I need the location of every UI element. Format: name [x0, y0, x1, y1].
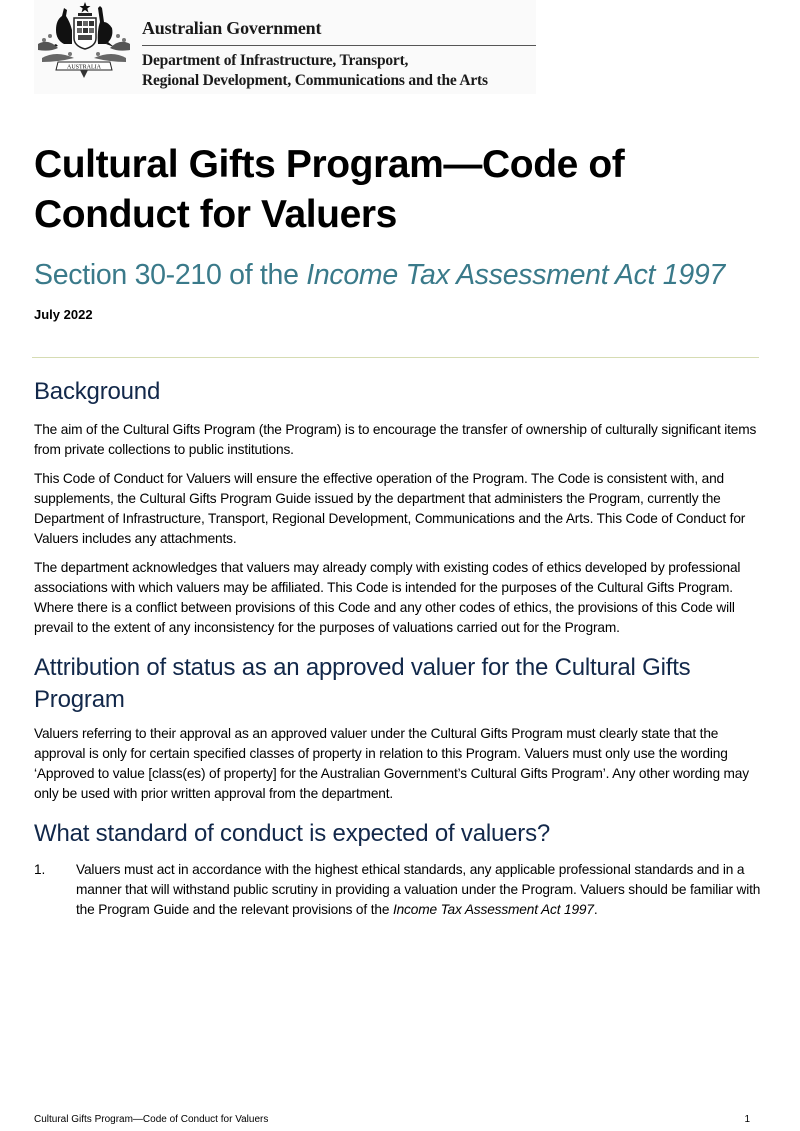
- section-heading-attribution: Attribution of status as an approved valuer for the Cultural Gifts Program: [34, 654, 691, 713]
- document-subtitle: [34, 257, 725, 293]
- background-paragraph-1: The aim of the Cultural Gifts Program (the Program) is to encourage the transfer of ownership of culturally significant items from private collections to public institutions.: [34, 422, 757, 457]
- document-title: Cultural Gifts Program—Code of Conduct for Valuers: [34, 143, 625, 236]
- page-number: 1: [744, 1114, 750, 1125]
- subtitle-act-name: Income Tax Assessment Act 1997: [306, 259, 725, 291]
- australian-coat-of-arms-icon: [34, 0, 134, 94]
- document-date: July 2022: [34, 307, 93, 322]
- document-body: [34, 376, 762, 920]
- government-header: [34, 0, 536, 94]
- attribution-paragraph: Valuers referring to their approval as an approved valuer under the Cultural Gifts Program must clearly state that the approval is only for certain specified classes of property in relation to this Program. Valuers must only use the wording ‘Approved to value [class(es) of property] for the Australian Government’s Cultural Gifts Program’. Any other wording may only be used with prior written approval from the department.: [34, 726, 749, 801]
- department-name-line-2: Regional Development, Communications and the Arts: [142, 72, 488, 89]
- government-name: Australian Government: [142, 18, 322, 38]
- department-name-line-1: Department of Infrastructure, Transport,: [142, 52, 409, 69]
- header-rule: [142, 45, 536, 46]
- list-item-act-name: Income Tax Assessment Act 1997: [392, 902, 594, 917]
- subtitle-prefix: Section 30-210 of the: [34, 259, 307, 291]
- title-divider: [32, 357, 759, 358]
- list-item-text-end: .: [593, 902, 598, 917]
- list-item-text: [76, 860, 762, 920]
- list-item-text-main: Valuers must act in accordance with the highest ethical standards, any applicable professional standards and in a manner that will withstand public scrutiny in providing a valuation under the Program. Valuers should be familiar with the Program Guide and the relevant provisions of the: [76, 862, 761, 917]
- list-item-number: 1.: [34, 862, 46, 877]
- background-paragraph-2: This Code of Conduct for Valuers will ensure the effective operation of the Program. The Code is consistent with, and supplements, the Cultural Gifts Program Guide issued by the department that administers the Program, currently the Department of Infrastructure, Transport, Regional Development, Communications and the Arts. This Code of Conduct for Valuers includes any attachments.: [34, 471, 746, 546]
- section-heading-background: Background: [34, 378, 161, 405]
- page-footer: [34, 1114, 750, 1125]
- section-heading-standard-of-conduct: What standard of conduct is expected of valuers?: [34, 820, 551, 847]
- background-paragraph-3: The department acknowledges that valuers may already comply with existing codes of ethics developed by professional associations with which valuers may be affiliated. This Code is intended for the purposes of the Cultural Gifts Program. Where there is a conflict between provisions of this Code and any other codes of ethics, the provisions of this Code will prevail to the extent of any inconsistency for the purposes of valuations carried out for the Program.: [34, 560, 741, 635]
- svg-text:AUSTRALIA: AUSTRALIA: [67, 64, 101, 71]
- footer-title: Cultural Gifts Program—Code of Conduct for Valuers: [34, 1114, 269, 1125]
- list-item: [34, 860, 762, 920]
